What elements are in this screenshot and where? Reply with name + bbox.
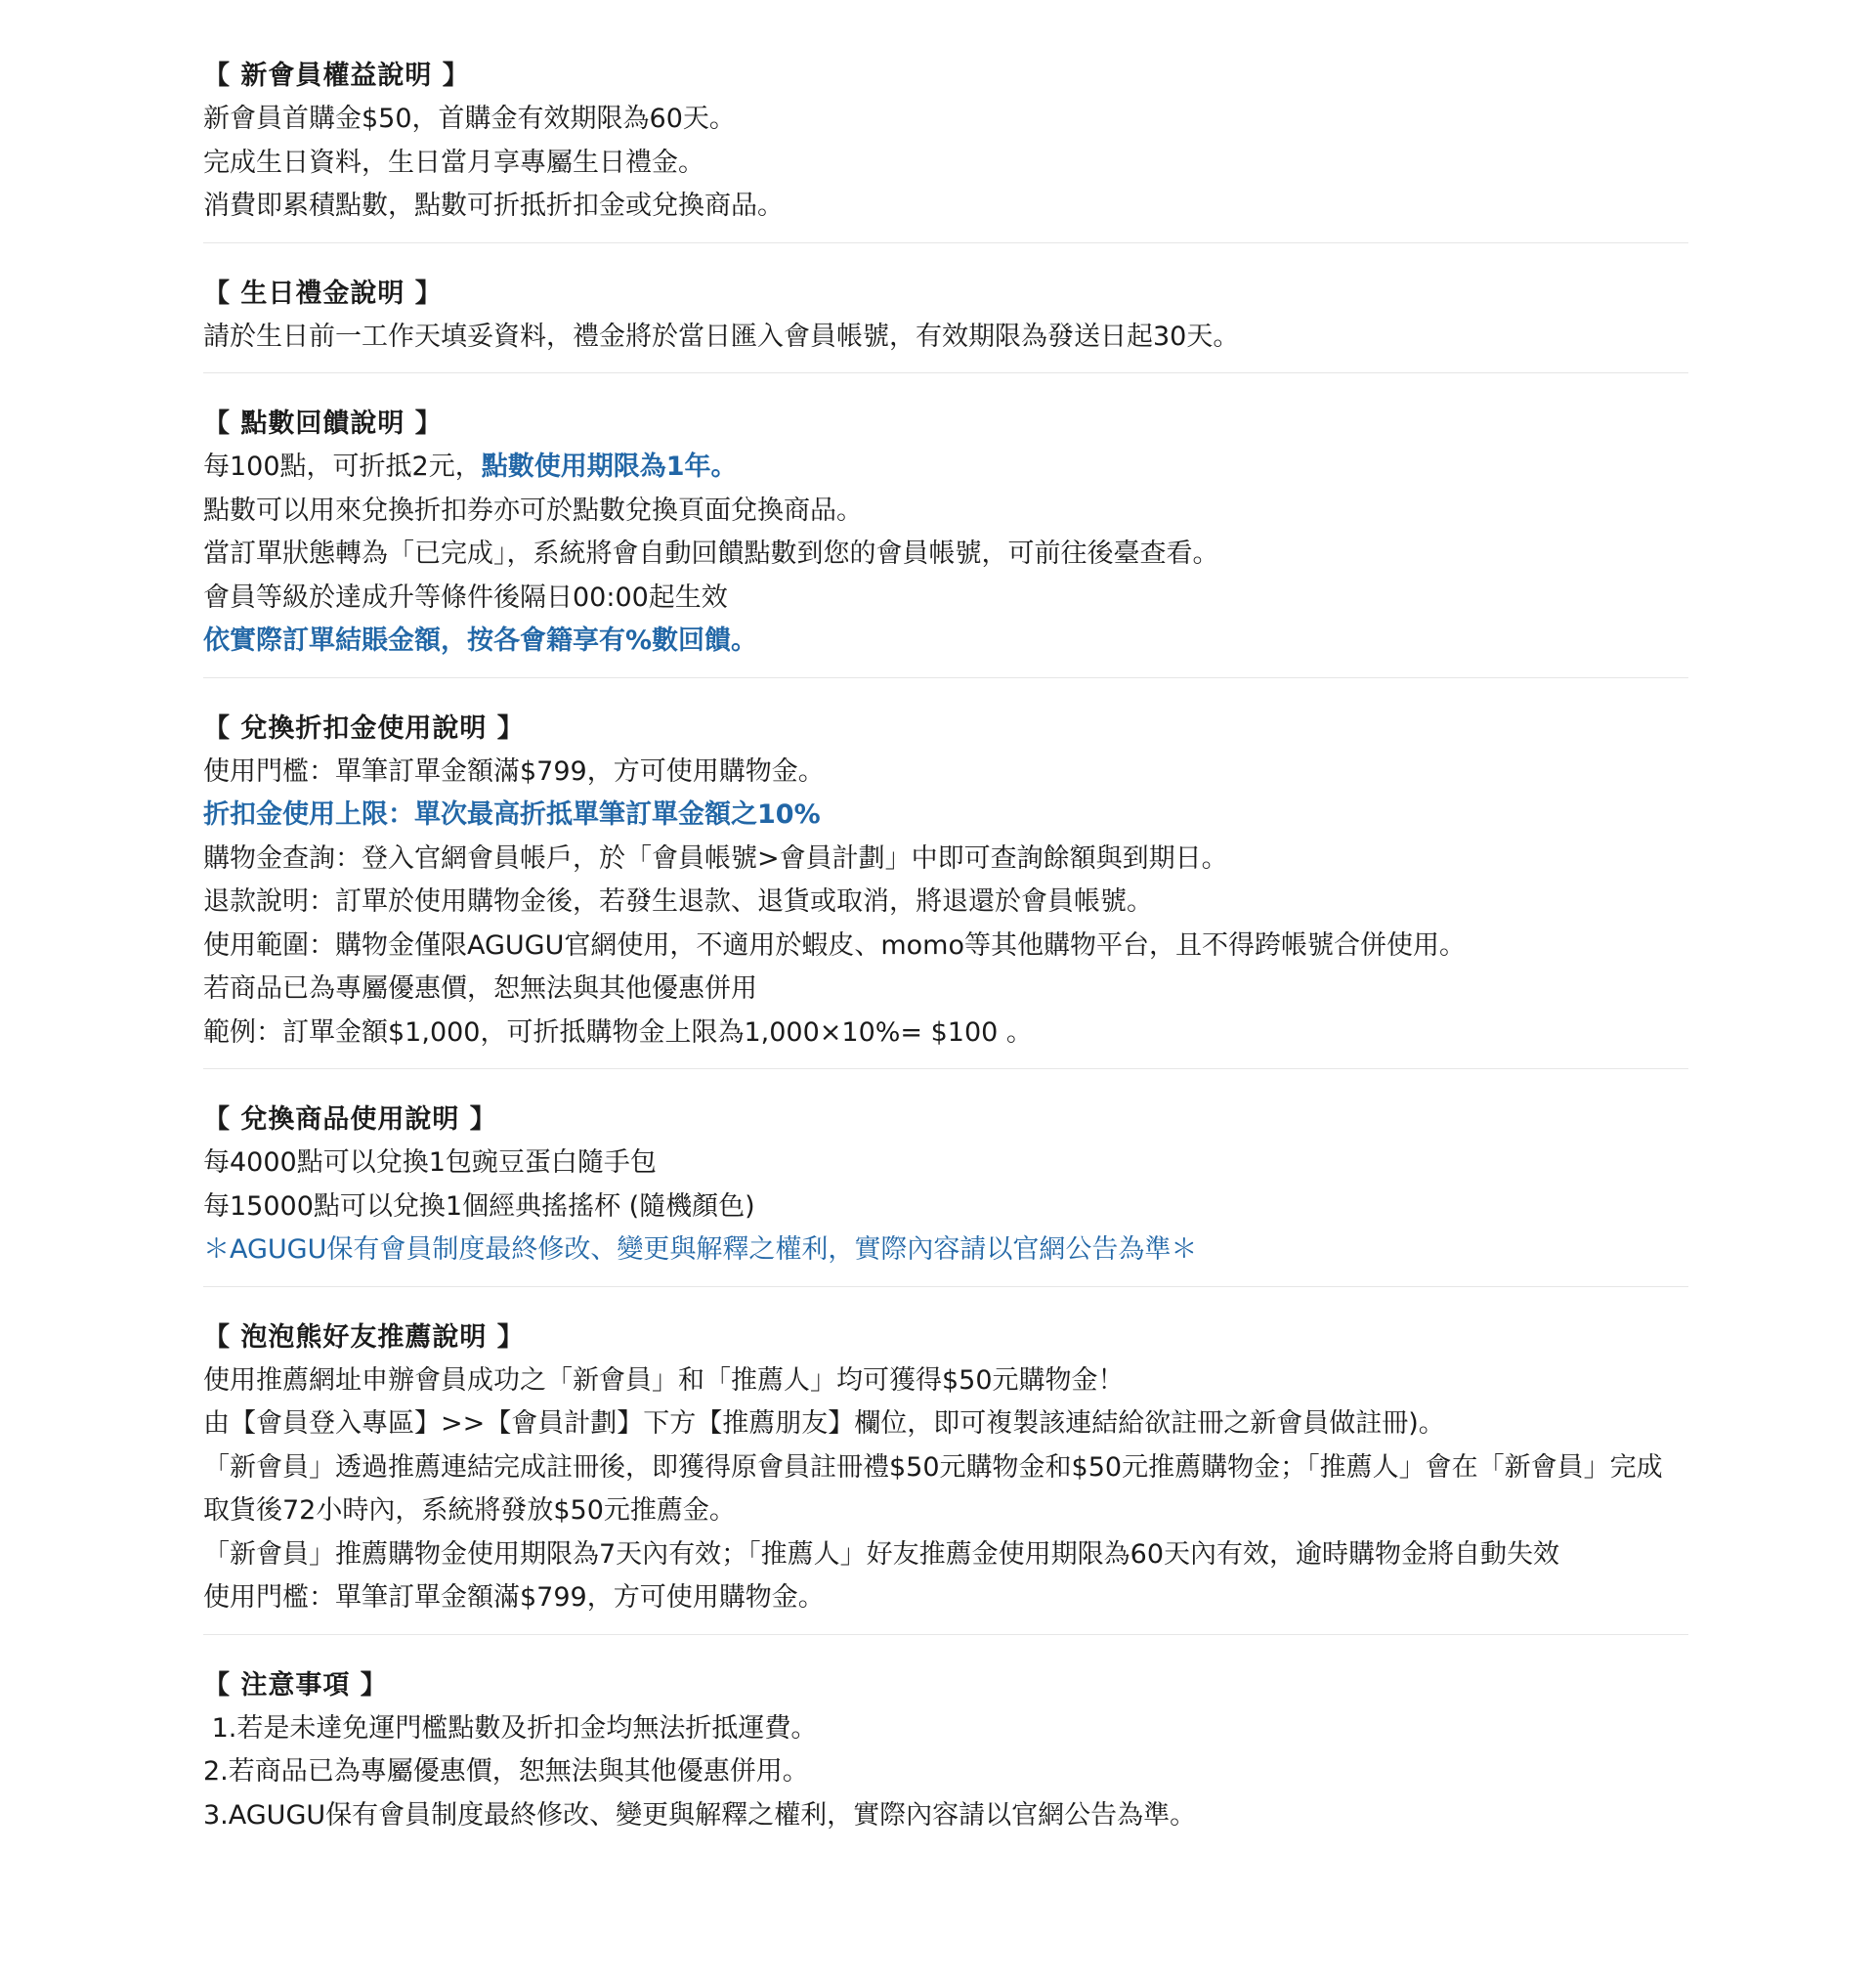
section-discount-credit (203, 708, 1688, 1070)
section-product-redemption (203, 1099, 1688, 1287)
text-line: 1.若是未達免運門檻點數及折扣金均無法折抵運費。 (203, 1712, 818, 1744)
text-line: 使用門檻：單筆訂單金額滿$799，方可使用購物金。 (203, 755, 825, 787)
section-heading: 【 點數回饋說明 】 (203, 409, 443, 439)
text-line: 「新會員」透過推薦連結完成註冊後，即獲得原會員註冊禮$50元購物金和$50元推薦購物金；「推薦人」會在「新會員」完成取貨後72小時內，系統將發放$50元推薦金。 (203, 1451, 1663, 1526)
text-line (203, 446, 1688, 490)
text-line: 使用範圍：購物金僅限AGUGU官網使用，不適用於蝦皮、momo等其他購物平台，且不得跨帳號合併使用。 (203, 929, 1467, 961)
section-heading: 【 兌換折扣金使用說明 】 (203, 712, 525, 744)
section-heading: 【 泡泡熊好友推薦說明 】 (203, 1321, 525, 1353)
text-line: 當訂單狀態轉為「已完成」，系統將會自動回饋點數到您的會員帳號，可前往後臺查看。 (203, 539, 1219, 569)
membership-terms-content (203, 55, 1688, 1880)
section-points-rebate (203, 403, 1688, 678)
text-line: 範例：訂單金額$1,000，可折抵購物金上限為1,000×10%= $100 。 (203, 1016, 1033, 1048)
text-line: 點數可以用來兌換折扣券亦可於點數兌換頁面兌換商品。 (203, 495, 863, 526)
disclaimer-line: ＊AGUGU保有會員制度最終修改、變更與解釋之權利，實際內容請以官網公告為準＊ (203, 1234, 1198, 1265)
section-heading: 【 注意事項 】 (203, 1669, 388, 1701)
text-line: 2.若商品已為專屬優惠價，恕無法與其他優惠併用。 (203, 1756, 809, 1787)
section-heading: 【 新會員權益說明 】 (203, 61, 470, 91)
highlight-line: 依實際訂單結賬金額，按各會籍享有%數回饋。 (203, 625, 758, 656)
text-line: 若商品已為專屬優惠價，恕無法與其他優惠併用 (203, 973, 757, 1004)
text-line: 3.AGUGU保有會員制度最終修改、變更與解釋之權利，實際內容請以官網公告為準。 (203, 1799, 1197, 1831)
text-line: 新會員首購金$50，首購金有效期限為60天。 (203, 104, 736, 134)
text-line: 使用門檻：單筆訂單金額滿$799，方可使用購物金。 (203, 1582, 825, 1613)
text-line: 請於生日前一工作天填妥資料，禮金將於當日匯入會員帳號，有效期限為發送日起30天。 (203, 321, 1240, 352)
text-line: 「新會員」推薦購物金使用期限為7天內有效；「推薦人」好友推薦金使用期限為60天內有效，逾時購物金將自動失效 (203, 1538, 1560, 1570)
text-line: 每15000點可以兌換1個經典搖搖杯 (隨機顏色) (203, 1190, 755, 1222)
section-notes (203, 1664, 1688, 1852)
text-line: 退款說明：訂單於使用購物金後，若發生退款、退貨或取消，將退還於會員帳號。 (203, 886, 1153, 917)
section-heading: 【 兌換商品使用說明 】 (203, 1104, 497, 1135)
section-new-member-benefits (203, 55, 1688, 243)
text-line: 使用推薦網址申辦會員成功之「新會員」和「推薦人」均可獲得$50元購物金！ (203, 1364, 1125, 1396)
text-line: 消費即累積點數，點數可折抵折扣金或兌換商品。 (203, 191, 784, 221)
text-span: 每100點，可折抵2元， (203, 452, 482, 482)
highlight-text: 點數使用期限為1年。 (481, 452, 738, 482)
text-line: 每4000點可以兌換1包豌豆蛋白隨手包 (203, 1147, 657, 1178)
section-heading: 【 生日禮金說明 】 (203, 278, 443, 309)
text-line: 會員等級於達成升等條件後隔日00:00起生效 (203, 582, 728, 613)
text-line: 由【會員登入專區】>>【會員計劃】下方【推薦朋友】欄位，即可複製該連結給欲註冊之新會員做註冊)。 (203, 1408, 1445, 1439)
text-line: 購物金查詢：登入官網會員帳戶，於「會員帳號>會員計劃」中即可查詢餘額與到期日。 (203, 842, 1228, 874)
text-line: 完成生日資料，生日當月享專屬生日禮金。 (203, 147, 704, 178)
section-friend-referral (203, 1316, 1688, 1635)
highlight-line: 折扣金使用上限：單次最高折抵單筆訂單金額之10% (203, 799, 821, 830)
section-birthday-gift (203, 273, 1688, 374)
